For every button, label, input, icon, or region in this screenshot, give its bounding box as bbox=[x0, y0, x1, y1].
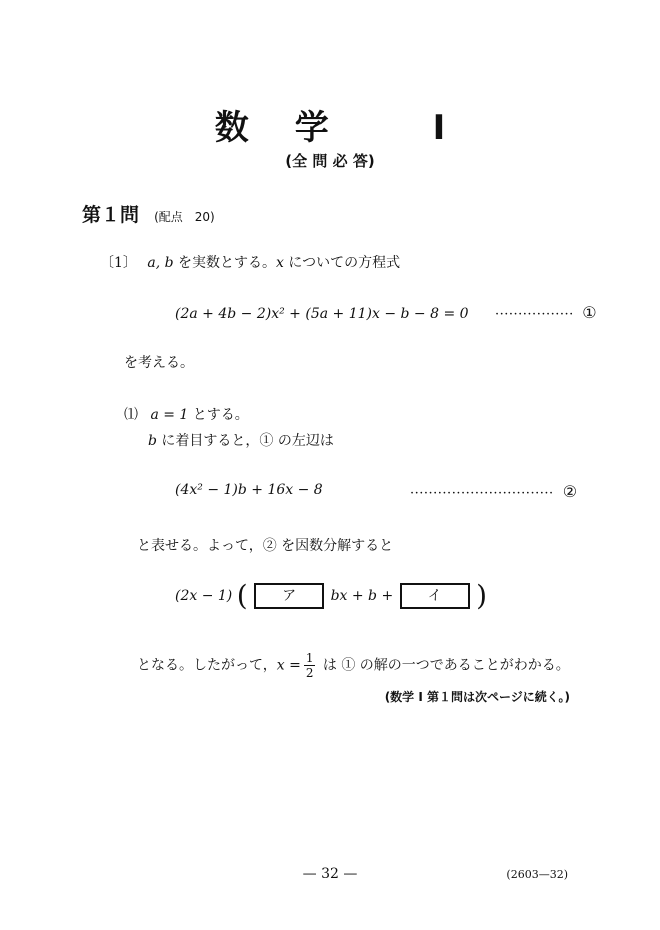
sub1-marker: ⑴ bbox=[124, 407, 138, 423]
equation-2-tail bbox=[410, 482, 577, 501]
question-points: (配点 20) bbox=[154, 210, 215, 224]
conclude-pre: となる。したがって， bbox=[137, 657, 277, 674]
equation-2-dots: ······························· bbox=[410, 486, 554, 501]
equation-2-ref: ② bbox=[562, 482, 578, 501]
equation-1-ref: ① bbox=[582, 303, 597, 322]
intro-text2: についての方程式 bbox=[283, 255, 401, 271]
open-paren: ( bbox=[236, 579, 248, 612]
page-code: (2603—32) bbox=[506, 868, 568, 881]
page-title: 数学 I bbox=[214, 108, 492, 148]
fraction-one-half bbox=[304, 651, 316, 680]
conclude-x: x = bbox=[276, 657, 301, 674]
express-text: と表せる。よって，② を因数分解すると bbox=[137, 538, 394, 554]
page-number: — 32 — bbox=[302, 866, 358, 882]
question-label: 第１問 bbox=[82, 204, 140, 226]
equation-1-expr: (2a + 4b − 2)x² + (5a + 11)x − b − 8 = 0 bbox=[175, 306, 469, 322]
sub1-condition bbox=[124, 404, 249, 424]
fraction-denominator: 2 bbox=[305, 666, 314, 680]
focus-var: b bbox=[148, 433, 157, 449]
sub1-cond-math: a = 1 bbox=[150, 407, 189, 423]
intro-text1: を実数とする。 bbox=[173, 255, 277, 271]
question-header bbox=[82, 200, 215, 227]
answer-box-i[interactable]: イ bbox=[400, 583, 470, 609]
close-paren: ) bbox=[476, 579, 488, 612]
factor-mid: bx + b + bbox=[330, 588, 394, 604]
intro-math: a, b bbox=[147, 255, 174, 271]
part1-intro bbox=[100, 252, 400, 272]
consider-text: を考える。 bbox=[124, 355, 194, 371]
part1-marker: 〔1〕 bbox=[100, 255, 137, 271]
sub1-focus bbox=[148, 430, 334, 450]
factor-left: (2x − 1) bbox=[175, 588, 233, 604]
equation-2-expr: (4x² − 1)b + 16x − 8 bbox=[175, 482, 323, 498]
fraction-numerator: 1 bbox=[305, 651, 314, 665]
conclusion-text bbox=[137, 651, 570, 680]
answer-box-a[interactable]: ア bbox=[254, 583, 324, 609]
intro-var: x bbox=[276, 255, 284, 271]
conclude-post: は ① の解の一つであることがわかる。 bbox=[318, 657, 570, 674]
factored-expression bbox=[175, 579, 488, 612]
equation-1-dots: ················· bbox=[495, 307, 574, 322]
focus-text: に着目すると，① の左辺は bbox=[156, 433, 334, 449]
page-subtitle: (全 問 必 答) bbox=[285, 152, 375, 170]
continue-note: (数学 I 第１問は次ページに続く。) bbox=[384, 690, 570, 704]
sub1-cond-text: とする。 bbox=[188, 407, 249, 423]
equation-1 bbox=[175, 303, 597, 322]
